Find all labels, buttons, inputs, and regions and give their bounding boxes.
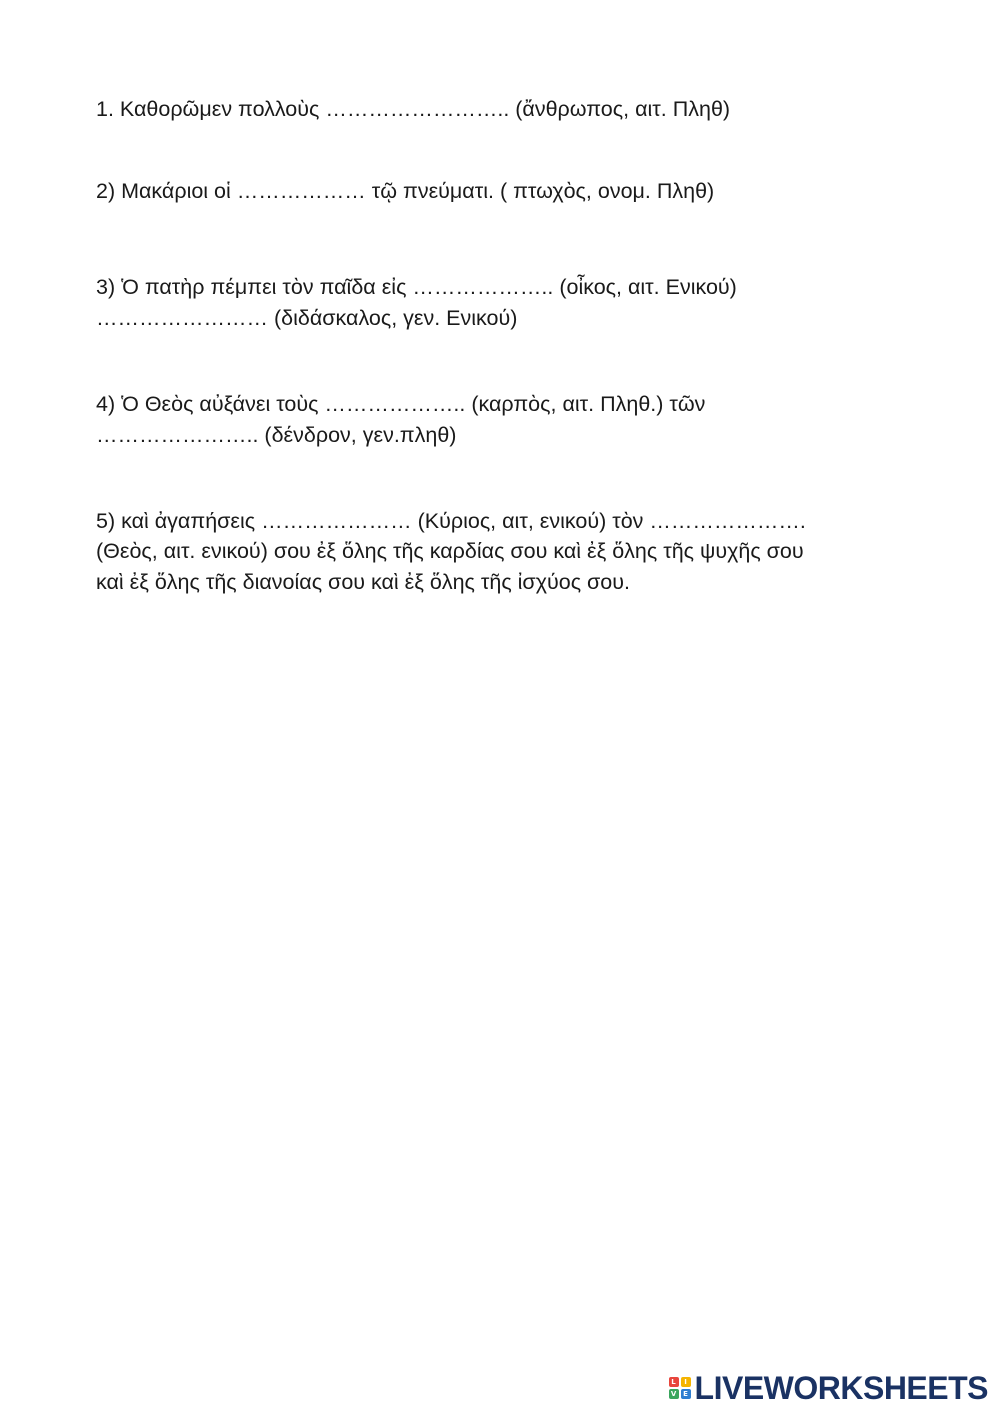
question-5-line-3: καὶ ἐξ ὅλης τῆς διανοίας σου καὶ ἐξ ὅλης τῆς ἰσχύος σου. xyxy=(96,570,630,594)
logo-tile-v: V xyxy=(669,1389,679,1399)
question-5-line-2: (Θεὸς, αιτ. ενικού) σου ἐξ ὅλης τῆς καρδίας σου καὶ ἐξ ὅλης τῆς ψυχῆς σου xyxy=(96,539,804,563)
liveworksheets-branding xyxy=(669,1370,988,1406)
question-5-line-1: 5) καὶ ἀγαπήσεις ………………… (Κύριος, αιτ, ενικού) τὸν …………………. xyxy=(96,509,806,533)
liveworksheets-logo-icon xyxy=(669,1377,691,1399)
logo-tile-e: E xyxy=(681,1389,691,1399)
question-3-line-2: …………………… (διδάσκαλος, γεν. Ενικού) xyxy=(96,306,518,330)
question-3-line-1: 3) Ὁ πατὴρ πέμπει τὸν παῖδα εἰς ……………….. (οἶκος, αιτ. Ενικού) xyxy=(96,275,737,299)
logo-tile-i: I xyxy=(681,1377,691,1387)
question-1-line-1: 1. Καθορῶμεν πολλοὺς …………………….. (ἄνθρωπος, αιτ. Πληθ) xyxy=(96,97,731,121)
question-2-line-1: 2) Μακάριοι οἱ ……………… τῷ πνεύματι. ( πτωχὸς, ονομ. Πληθ) xyxy=(96,179,715,203)
logo-tile-l: L xyxy=(669,1377,679,1387)
question-4-line-2: ………………….. (δένδρον, γεν.πληθ) xyxy=(96,423,457,447)
question-4-line-1: 4) Ὁ Θεὸς αὐξάνει τοὺς ……………….. (καρπὸς, αιτ. Πληθ.) τῶν xyxy=(96,392,706,416)
brand-wordmark: LIVEWORKSHEETS xyxy=(694,1369,988,1406)
